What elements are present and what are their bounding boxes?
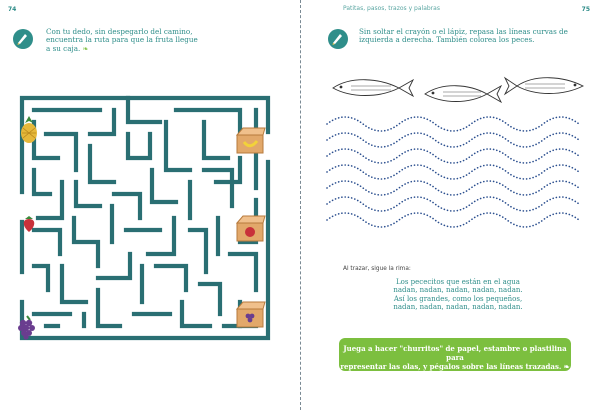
left-instruction (46, 28, 286, 53)
pencil-icon (12, 28, 34, 50)
instruction-line: Sin soltar el crayón o el lápiz, repasa las líneas curvas de (359, 27, 568, 36)
activity-line: representar las olas, y pégalos sobre las líneas trazadas. ❧ (340, 362, 570, 371)
activity-box (339, 338, 571, 371)
right-instruction (359, 28, 595, 45)
instruction-line: Con tu dedo, sin despegarlo del camino, (46, 27, 193, 36)
instruction-line: izquierda a derecha. También colorea los peces. (359, 35, 535, 45)
instruction-line: a su caja. ❧ (46, 43, 89, 53)
banana-box-icon (234, 126, 266, 154)
page-number-right: 75 (581, 6, 590, 13)
grapes-box-icon (234, 300, 266, 328)
pineapple-icon (16, 114, 42, 144)
activity-line: Juega a hacer "churritos" de papel, estambre o plastilina para (343, 344, 567, 362)
strawberry-icon (20, 214, 38, 234)
rhyme-caption: Al trazar, sigue la rima: (343, 266, 411, 272)
page-gutter (300, 0, 301, 410)
dotted-wave-lines[interactable] (325, 112, 585, 234)
page-number-left: 74 (8, 6, 17, 13)
poem-line: Así los grandes, como los pequeños, (393, 294, 523, 303)
instruction-line: encuentra la ruta para que la fruta llegue (46, 35, 198, 45)
poem-line: Los pececitos que están en el agua (395, 278, 520, 286)
fish-row[interactable] (321, 68, 591, 112)
pencil-icon (327, 28, 349, 50)
leaf-icon: ❧ (82, 43, 89, 53)
leaf-icon: ❧ (563, 362, 570, 371)
poem (353, 278, 563, 312)
poem-line: nadan, nadan, nadan, nadan, nadan. (393, 303, 523, 312)
right-page (303, 0, 600, 410)
grapes-icon (16, 314, 38, 340)
running-head: Patitas, pasos, trazos y palabras (343, 5, 440, 12)
apple-box-icon (234, 214, 266, 242)
left-page (0, 0, 298, 410)
poem-line: nadan, nadan, nadan, nadan, nadan. (393, 286, 523, 295)
